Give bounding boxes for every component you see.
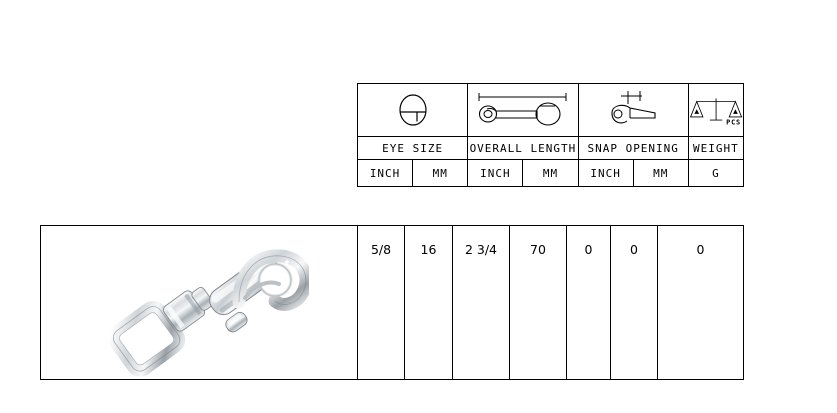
weight-scale-icon xyxy=(689,84,743,136)
cell-overall-length-mm: 70 xyxy=(510,226,567,380)
product-image-cell xyxy=(41,226,358,380)
weight-icon-cell xyxy=(688,84,743,137)
eye-size-icon xyxy=(358,84,467,136)
spec-unit-row xyxy=(358,160,744,187)
snap-opening-unit-mm: MM xyxy=(633,160,688,187)
eye-size-unit-mm: MM xyxy=(413,160,468,187)
snap-opening-icon-cell xyxy=(578,84,688,137)
overall-length-label: OVERALL LENGTH xyxy=(468,137,578,160)
product-row-table xyxy=(40,225,744,380)
cell-eye-size-inch: 5/8 xyxy=(358,226,405,380)
eye-size-icon-cell xyxy=(358,84,468,137)
cell-snap-opening-inch: 0 xyxy=(567,226,611,380)
spec-label-row xyxy=(358,137,744,160)
cell-weight-g: 0 xyxy=(658,226,744,380)
overall-length-icon-cell xyxy=(468,84,578,137)
eye-size-unit-inch: INCH xyxy=(358,160,413,187)
cell-eye-size-mm: 16 xyxy=(405,226,453,380)
svg-text:PCS: PCS xyxy=(725,118,741,127)
snap-opening-unit-inch: INCH xyxy=(578,160,633,187)
weight-unit-g: G xyxy=(688,160,743,187)
overall-length-unit-mm: MM xyxy=(523,160,578,187)
overall-length-unit-inch: INCH xyxy=(468,160,523,187)
snap-opening-label: SNAP OPENING xyxy=(578,137,688,160)
weight-label: WEIGHT xyxy=(688,137,743,160)
cell-overall-length-inch: 2 3/4 xyxy=(453,226,510,380)
overall-length-icon xyxy=(468,84,577,136)
eye-size-label: EYE SIZE xyxy=(358,137,468,160)
spec-icon-row xyxy=(358,84,744,137)
cell-snap-opening-mm: 0 xyxy=(611,226,658,380)
snap-opening-icon xyxy=(579,84,688,136)
table-row xyxy=(41,226,744,380)
swivel-snap-hook-photo xyxy=(89,228,309,378)
spec-header-table xyxy=(357,83,744,187)
